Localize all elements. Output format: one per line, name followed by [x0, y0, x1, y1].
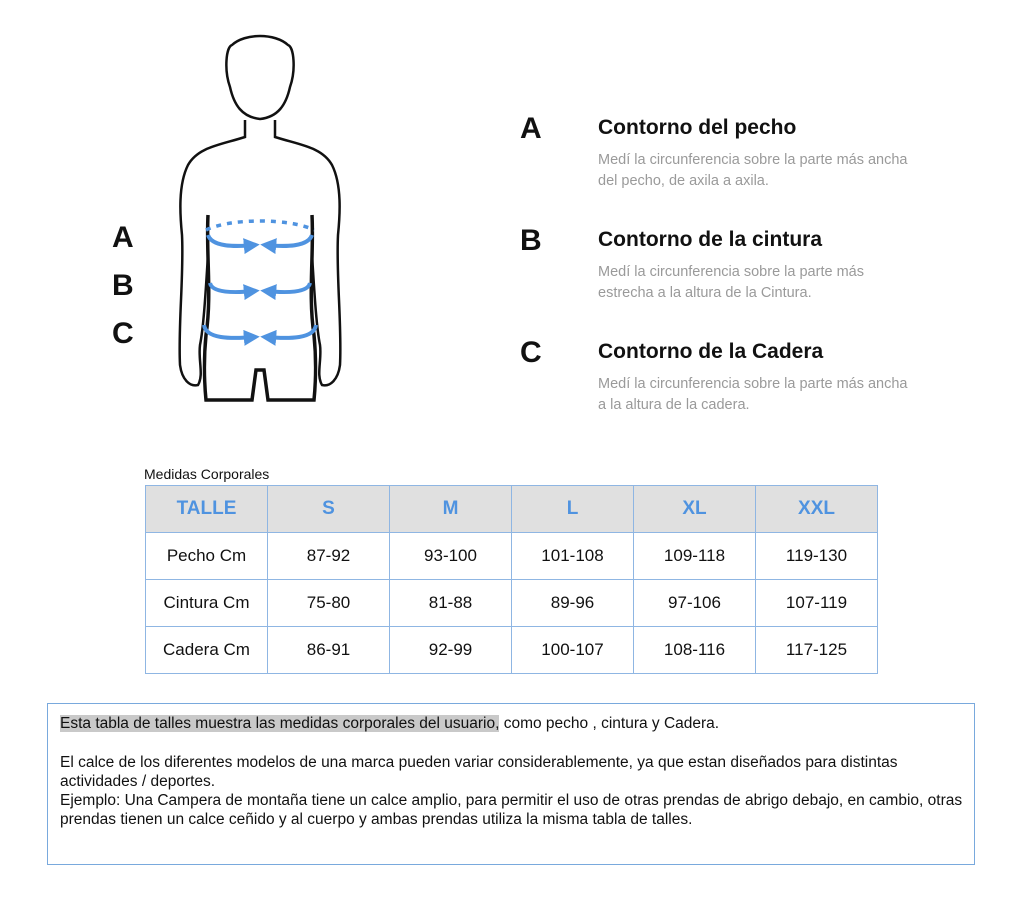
table-cell: 107-119	[756, 580, 878, 627]
chest-dotted-line	[206, 221, 314, 230]
table-cell: 93-100	[390, 533, 512, 580]
info-line-1	[60, 714, 964, 733]
table-cell: 87-92	[268, 533, 390, 580]
table-cell: 100-107	[512, 627, 634, 674]
table-cell: 86-91	[268, 627, 390, 674]
header-cell: S	[268, 486, 390, 533]
figure-label-b: B	[112, 269, 134, 302]
header-cell: TALLE	[146, 486, 268, 533]
hip-arrow-right	[265, 325, 316, 338]
legend-title: Contorno de la cintura	[598, 228, 823, 251]
table-cell: Cintura Cm	[146, 580, 268, 627]
table-row	[146, 627, 878, 674]
header-cell: M	[390, 486, 512, 533]
body-measurement-figure	[100, 25, 380, 420]
header-cell: XL	[634, 486, 756, 533]
table-cell: 119-130	[756, 533, 878, 580]
size-table	[145, 485, 878, 674]
info-line-1-rest: como pecho , cintura y Cadera.	[499, 715, 720, 732]
table-caption: Medidas Corporales	[144, 466, 270, 482]
table-cell: Pecho Cm	[146, 533, 268, 580]
table-cell: 81-88	[390, 580, 512, 627]
waist-arrow-left	[210, 283, 255, 292]
header-cell: L	[512, 486, 634, 533]
waist-arrow-right	[265, 283, 310, 292]
chest-arrow-right	[265, 235, 312, 246]
header-cell: XXL	[756, 486, 878, 533]
legend-title: Contorno del pecho	[598, 116, 797, 139]
hip-arrow-left	[204, 325, 255, 338]
table-cell: 108-116	[634, 627, 756, 674]
legend-description: Medí la circunferencia sobre la parte más ancha a la altura de la cadera.	[598, 376, 908, 413]
table-cell: 75-80	[268, 580, 390, 627]
legend-title: Contorno de la Cadera	[598, 340, 824, 363]
figure-label-c: C	[112, 317, 134, 350]
table-row	[146, 533, 878, 580]
table-cell: 109-118	[634, 533, 756, 580]
chest-arrow-left	[208, 235, 255, 246]
info-box	[47, 703, 975, 865]
body-silhouette-illustration	[100, 25, 380, 420]
head-outline	[226, 36, 293, 119]
legend-description: Medí la circunferencia sobre la parte más estrecha a la altura de la Cintura.	[598, 264, 864, 301]
table-cell: 97-106	[634, 580, 756, 627]
legend-letter: C	[520, 336, 542, 369]
legend-letter: B	[520, 224, 542, 257]
table-header-row	[146, 486, 878, 533]
table-cell: 92-99	[390, 627, 512, 674]
legend-letter: A	[520, 112, 542, 145]
table-cell: 89-96	[512, 580, 634, 627]
table-cell: 101-108	[512, 533, 634, 580]
figure-label-a: A	[112, 221, 134, 254]
legend-description: Medí la circunferencia sobre la parte más ancha del pecho, de axila a axila.	[598, 152, 908, 189]
table-cell: Cadera Cm	[146, 627, 268, 674]
table-cell: 117-125	[756, 627, 878, 674]
info-paragraph-fit: El calce de los diferentes modelos de una marca pueden variar considerablemente, ya que estan diseñados para distintas actividades / deportes.	[60, 754, 898, 790]
info-paragraph-example: Ejemplo: Una Campera de montaña tiene un calce amplio, para permitir el uso de otras prendas de abrigo debajo, en cambio, otras prendas tienen un calce ceñido y al cuerpo y ambas prendas utiliza la misma tabla de talles.	[60, 792, 963, 828]
highlighted-text: Esta tabla de talles muestra las medidas corporales del usuario,	[60, 715, 500, 732]
table-row	[146, 580, 878, 627]
